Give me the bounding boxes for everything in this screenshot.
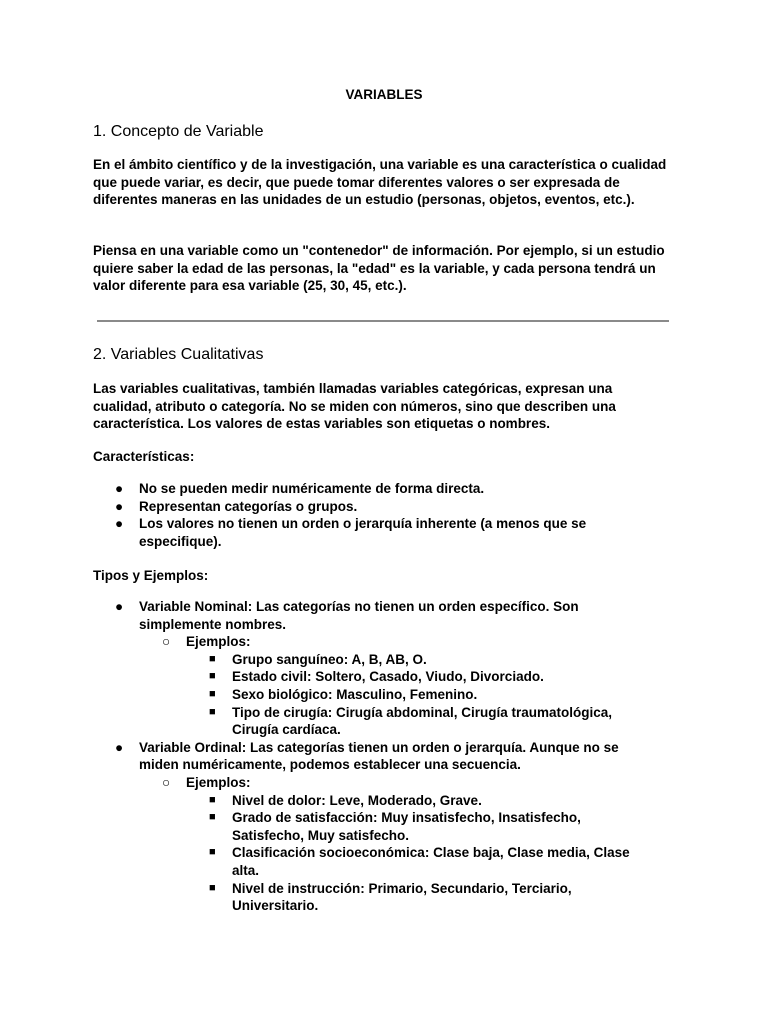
list-item-text: Ejemplos: [186,774,251,790]
list-item-nominal [0,598,659,633]
horizontal-divider [97,320,669,322]
list-item-text: Nivel de dolor: Leve, Moderado, Grave. [232,792,482,808]
circle-bullet-icon: ○ [162,774,171,790]
list-item [0,880,642,915]
characteristics-list [0,480,768,550]
square-bullet-icon: ■ [209,687,216,700]
square-bullet-icon: ■ [209,652,216,665]
list-item [0,668,642,686]
list-item-text: Clasificación socioeconómica: Clase baja, Clase media, Clase alta. [232,845,630,878]
list-item-text: Sexo biológico: Masculino, Femenino. [232,686,478,702]
list-item-ordinal [0,739,659,774]
list-item [0,844,642,879]
types-list [0,598,768,915]
list-item-text: Grupo sanguíneo: A, B, AB, O. [232,651,427,667]
square-bullet-icon: ■ [209,811,216,824]
list-item-text: Ejemplos: [186,634,251,650]
square-bullet-icon: ■ [209,846,216,859]
square-bullet-icon: ■ [209,793,216,806]
list-item [0,498,659,516]
square-bullet-icon: ■ [209,881,216,894]
bullet-icon: ● [115,739,124,755]
list-item-text: No se pueden medir numéricamente de forma directa. [139,481,485,496]
section1-heading: 1. Concepto de Variable [93,123,264,140]
list-item-text: Nivel de instrucción: Primario, Secundario, Terciario, Universitario. [232,880,572,914]
list-item-text: Estado civil: Soltero, Casado, Viudo, Divorciado. [232,669,544,685]
list-item-text: Representan categorías o grupos. [139,498,358,514]
types-label: Tipos y Ejemplos: [93,568,209,583]
bullet-icon: ● [115,599,124,614]
list-item-text: Variable Nominal: Las categorías no tienen un orden específico. Son simplemente nombres. [139,599,579,632]
list-item [0,515,659,550]
list-item [0,792,642,810]
list-item-examples [0,633,646,651]
bullet-icon: ● [115,498,124,514]
list-item-examples [0,774,646,792]
section1-paragraph-1: En el ámbito científico y de la investigación, una variable es una característica o cualidad que puede variar, es decir, que puede tomar diferentes valores o ser expresada de diferentes maneras en las unidades de un estudio (personas, objetos, eventos, etc.). [93,157,667,208]
bullet-icon: ● [115,516,124,532]
list-item-text: Los valores no tienen un orden o jerarquía inherente (a menos que se especifique). [139,516,587,549]
square-bullet-icon: ■ [209,705,216,718]
document-title: VARIABLES [345,87,423,102]
list-item [0,686,642,704]
section2-intro: Las variables cualitativas, también llamadas variables categóricas, expresan una cualidad, atributo o categoría. No se miden con números, sino que describen una característica. Los valores de estas variables son etiquetas o nombres. [93,381,616,432]
list-item [0,651,642,669]
square-bullet-icon: ■ [209,670,216,683]
section2-heading: 2. Variables Cualitativas [93,346,264,363]
list-item [0,809,642,844]
characteristics-label: Características: [93,449,195,464]
bullet-icon: ● [115,481,124,496]
list-item-text: Variable Ordinal: Las categorías tienen un orden o jerarquía. Aunque no se miden numéricamente, podemos establecer una secuencia. [139,739,619,773]
list-item [0,704,642,739]
circle-bullet-icon: ○ [162,634,171,650]
list-item-text: Grado de satisfacción: Muy insatisfecho, Insatisfecho, Satisfecho, Muy satisfecho. [232,810,581,843]
list-item [0,480,659,498]
list-item-text: Tipo de cirugía: Cirugía abdominal, Cirugía traumatológica, Cirugía cardíaca. [232,704,613,738]
section1-paragraph-2: Piensa en una variable como un "contenedor" de información. Por ejemplo, si un estudio quiere saber la edad de las personas, la "edad" es la variable, y cada persona tendrá un valor diferente para esa variable (25, 30, 45, etc.). [93,243,665,294]
